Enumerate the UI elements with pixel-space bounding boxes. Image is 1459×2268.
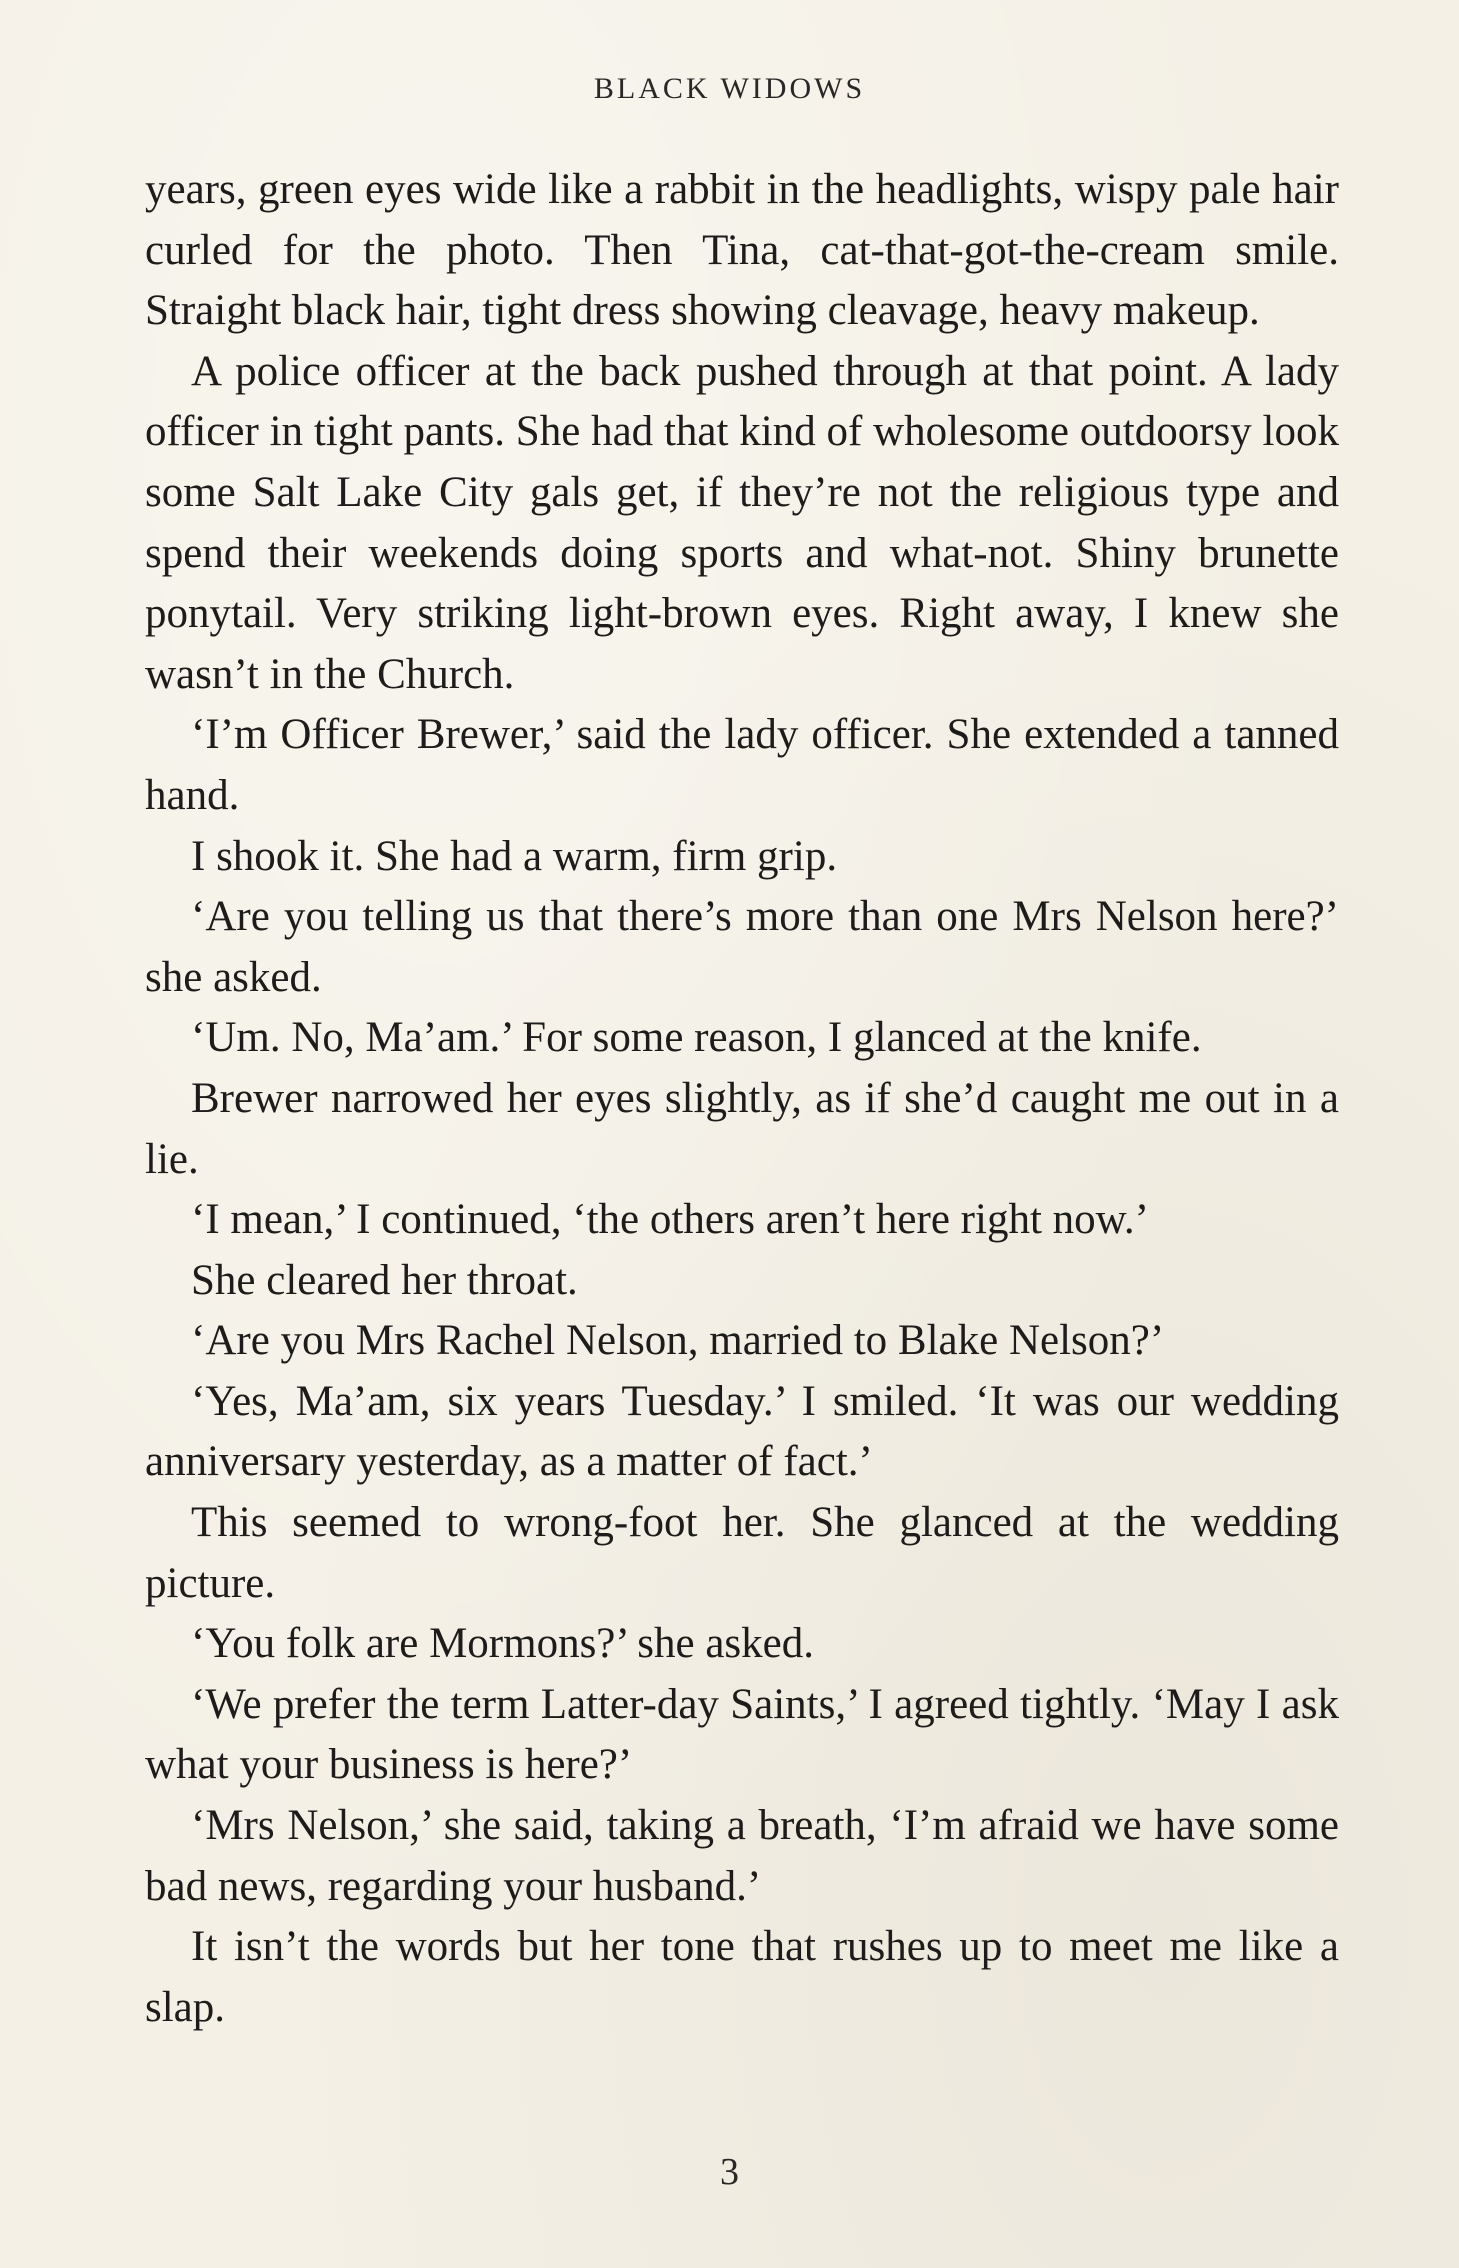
paragraph-9: She cleared her throat. (191, 1256, 578, 1304)
paragraph-12: This seemed to wrong-foot her. She glanced at the wedding picture. (145, 1499, 1339, 1607)
paragraph-10: ‘Are you Mrs Rachel Nelson, married to Blake Nelson?’ (191, 1317, 1165, 1365)
paragraph-8: ‘I mean,’ I continued, ‘the others aren’t here right now.’ (191, 1196, 1149, 1244)
paragraph-2: A police officer at the back pushed through at that point. A lady officer in tight pants. She had that kind of wholesome outdoorsy look some Salt Lake City gals get, if they’re not the religious type and spend their weekends doing sports and what-not. Shiny brunette ponytail. Very striking light-brown eyes. Right away, I knew she wasn’t in the Church. (145, 347, 1339, 698)
page-number: 3 (720, 2151, 739, 2193)
paragraph-1: years, green eyes wide like a rabbit in the headlights, wispy pale hair curled for the photo. Then Tina, cat-that-got-the-cream smile. Straight black hair, tight dress showing cleavage, heavy makeup. (145, 166, 1339, 335)
running-head: BLACK WIDOWS (593, 72, 866, 105)
paragraph-13: ‘You folk are Mormons?’ she asked. (191, 1620, 814, 1668)
paragraph-4: I shook it. She had a warm, firm grip. (191, 832, 838, 880)
paragraph-11: ‘Yes, Ma’am, six years Tuesday.’ I smiled. ‘It was our wedding anniversary yesterday, as a matter of fact.’ (145, 1377, 1339, 1486)
paragraph-3: ‘I’m Officer Brewer,’ said the lady officer. She extended a tanned hand. (145, 711, 1339, 819)
body-text (145, 160, 1339, 2038)
paragraph-16: It isn’t the words but her tone that rushes up to meet me like a slap. (145, 1923, 1339, 2031)
paragraph-6: ‘Um. No, Ma’am.’ For some reason, I glanced at the knife. (191, 1014, 1202, 1062)
paragraph-14: ‘We prefer the term Latter-day Saints,’ I agreed tightly. ‘May I ask what your business is here?’ (145, 1680, 1339, 1789)
paragraph-15: ‘Mrs Nelson,’ she said, taking a breath, ‘I’m afraid we have some bad news, regarding your husband.’ (145, 1802, 1339, 1910)
paragraph-7: Brewer narrowed her eyes slightly, as if she’d caught me out in a lie. (145, 1074, 1339, 1183)
paragraph-5: ‘Are you telling us that there’s more than one Mrs Nelson here?’ she asked. (145, 893, 1339, 1001)
